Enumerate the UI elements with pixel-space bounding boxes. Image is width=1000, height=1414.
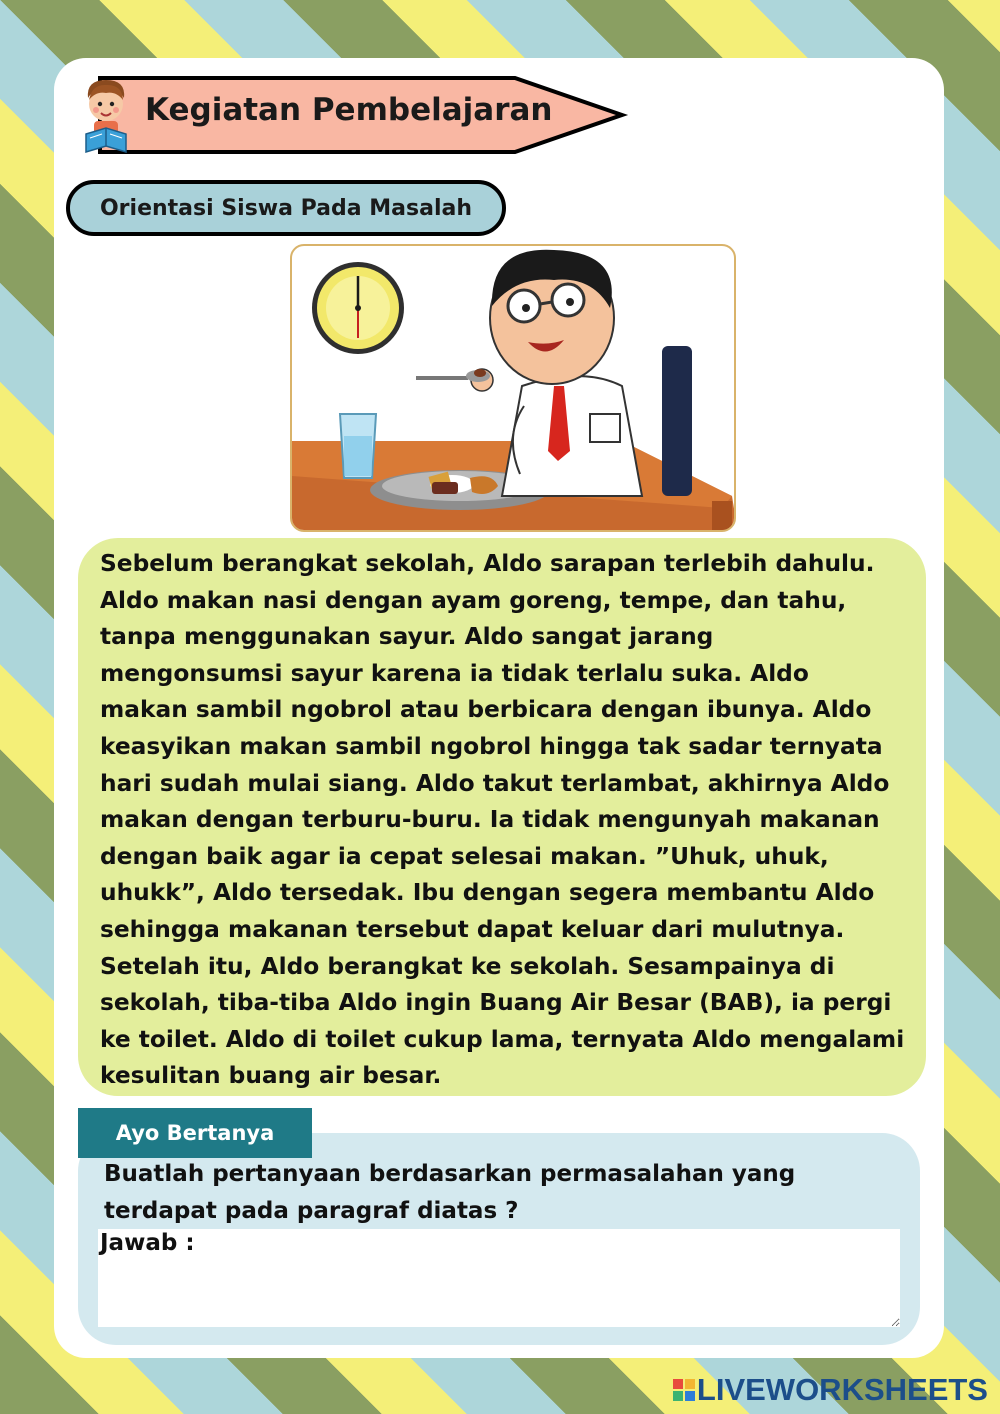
- boy-eating-breakfast-illustration: [290, 244, 736, 532]
- answer-label: Jawab :: [100, 1230, 195, 1256]
- page-title: Kegiatan Pembelajaran: [145, 92, 553, 128]
- footer-brand: LIVEWORKSHEETS: [696, 1372, 988, 1407]
- answer-field[interactable]: [98, 1229, 900, 1327]
- ayo-bertanya-tab: [78, 1108, 312, 1158]
- question-prompt: Buatlah pertanyaan berdasarkan permasalahan yang terdapat pada paragraf diatas ?: [104, 1161, 796, 1224]
- boy-reading-book-icon: [78, 76, 134, 156]
- footer-logo: [673, 1372, 988, 1408]
- tab-label: Ayo Bertanya: [115, 1121, 275, 1145]
- section-title-label: Orientasi Siswa Pada Masalah: [99, 195, 472, 221]
- story-paragraph: Sebelum berangkat sekolah, Aldo sarapan terlebih dahulu. Aldo makan nasi dengan ayam goreng, tempe, dan tahu, tanpa menggunakan sayur. Aldo sangat jarang mengonsumsi sayur karena ia tidak terlalu suka. Aldo makan sambil ngobrol atau berbicara dengan ibunya. Aldo keasyikan makan sambil ngobrol hingga tak sadar ternyata hari sudah mulai siang. Aldo takut terlambat, akhirnya Aldo makan dengan terburu-buru. Ia tidak mengunyah makanan dengan baik agar ia cepat selesai makan. ”Uhuk, uhuk, uhukk”, Aldo tersedak. Ibu dengan segera membantu Aldo sehingga makanan tersebut dapat keluar dari mulutnya. Setelah itu, Aldo berangkat ke sekolah. Sesampainya di sekolah, tiba-tiba Aldo ingin Buang Air Besar (BAB), ia pergi ke toilet. Aldo di toilet cukup lama, ternyata Aldo mengalami kesulitan buang air besar.: [100, 550, 905, 1090]
- liveworksheets-logo-icon: [673, 1379, 695, 1401]
- section-title: [66, 180, 506, 236]
